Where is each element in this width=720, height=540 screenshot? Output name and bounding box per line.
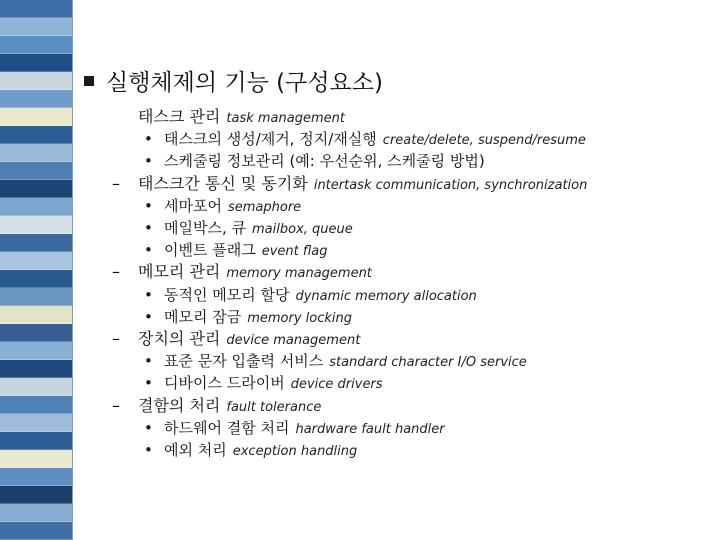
slide-content — [84, 66, 704, 466]
level2-item — [144, 150, 491, 172]
dot-bullet-icon: • — [144, 418, 153, 437]
stripe-block — [0, 450, 72, 468]
stripe-block — [0, 432, 72, 450]
stripe-block — [0, 234, 72, 252]
stripe-block — [0, 342, 72, 360]
level1-item — [112, 106, 345, 128]
item-english-term: mailbox, queue — [252, 222, 353, 237]
level1-item — [112, 261, 372, 283]
stripe-block — [0, 270, 72, 288]
level1-item — [112, 173, 587, 195]
stripe-block — [0, 468, 72, 486]
item-text: 장치의 관리 — [138, 329, 221, 348]
stripe-block — [0, 360, 72, 378]
level2-item — [144, 372, 383, 394]
dot-bullet-icon: • — [144, 196, 153, 215]
item-english-term: semaphore — [227, 199, 302, 215]
dash-marker: – — [112, 262, 120, 282]
stripe-block — [0, 54, 72, 72]
decorative-stripe — [0, 0, 73, 540]
stripe-block — [0, 144, 72, 162]
dot-bullet-icon: • — [144, 152, 153, 171]
item-text: 메모리 관리 — [138, 262, 221, 282]
item-english-term: task management — [226, 111, 345, 126]
stripe-block — [0, 216, 72, 234]
item-text: 결함의 처리 — [138, 395, 221, 415]
level1-item — [112, 328, 360, 350]
item-english-term: create/delete, suspend/resume — [382, 133, 586, 149]
level2-item — [144, 195, 301, 217]
dot-bullet-icon: • — [144, 352, 153, 371]
item-text: 표준 문자 입출력 서비스 — [164, 352, 324, 371]
item-text: 이벤트 플래그 — [164, 241, 256, 260]
item-english-term: device drivers — [290, 377, 383, 393]
dot-bullet-icon: • — [144, 285, 153, 304]
item-text: 태스크간 통신 및 동기화 — [138, 173, 308, 193]
stripe-block — [0, 522, 72, 540]
stripe-block — [0, 198, 72, 216]
stripe-block — [0, 378, 72, 396]
item-english-term: exception handling — [232, 444, 358, 459]
item-text: 태스크 관리 — [138, 107, 221, 126]
dot-bullet-icon: • — [144, 307, 153, 326]
level2-item — [144, 217, 353, 239]
stripe-block — [0, 90, 72, 108]
level2-item — [144, 439, 357, 461]
dot-bullet-icon: • — [144, 241, 153, 260]
item-english-term: standard character I/O service — [329, 355, 527, 371]
stripe-block — [0, 36, 72, 54]
dot-bullet-icon: • — [144, 219, 153, 237]
level2-item — [144, 306, 352, 328]
item-text: 스케줄링 정보관리 (예: 우선순위, 스케줄링 방법) — [164, 152, 485, 171]
stripe-block — [0, 252, 72, 270]
dot-bullet-icon: • — [144, 130, 153, 149]
dot-bullet-icon: • — [144, 441, 153, 459]
item-text: 메모리 잠금 — [164, 307, 242, 326]
dot-bullet-icon: • — [144, 374, 153, 393]
level2-item — [144, 417, 445, 439]
item-text: 동적인 메모리 할당 — [164, 285, 290, 304]
stripe-block — [0, 0, 72, 18]
stripe-block — [0, 108, 72, 126]
item-english-term: memory locking — [247, 310, 353, 326]
item-english-term: memory management — [226, 266, 372, 282]
item-text: 태스크의 생성/제거, 정지/재실행 — [164, 130, 377, 149]
level1-item — [112, 395, 321, 417]
square-bullet-icon — [84, 76, 94, 86]
item-text: 세마포어 — [164, 196, 222, 215]
level2-item — [144, 350, 527, 372]
stripe-block — [0, 162, 72, 180]
item-english-term: device management — [226, 333, 361, 348]
item-english-term: hardware fault handler — [295, 421, 445, 437]
stripe-block — [0, 504, 72, 522]
dash-marker: – — [112, 329, 120, 348]
level2-item — [144, 284, 477, 306]
stripe-block — [0, 180, 72, 198]
stripe-block — [0, 72, 72, 90]
item-english-term: intertask communication, synchronization — [313, 177, 588, 193]
item-english-term: event flag — [261, 244, 328, 260]
slide-title-text: 실행체제의 기능 (구성요소) — [106, 70, 383, 96]
stripe-block — [0, 324, 72, 342]
item-text: 예외 처리 — [164, 441, 227, 459]
stripe-block — [0, 414, 72, 432]
stripe-block — [0, 486, 72, 504]
slide-title — [84, 66, 383, 100]
stripe-block — [0, 396, 72, 414]
stripe-block — [0, 288, 72, 306]
stripe-block — [0, 306, 72, 324]
item-text: 메일박스, 큐 — [164, 219, 246, 237]
level2-item — [144, 239, 328, 261]
item-text: 하드웨어 결함 처리 — [164, 418, 290, 437]
item-text: 디바이스 드라이버 — [164, 374, 285, 393]
level2-item — [144, 128, 586, 150]
item-english-term: fault tolerance — [226, 399, 322, 415]
stripe-block — [0, 126, 72, 144]
stripe-block — [0, 18, 72, 36]
dash-marker: – — [112, 395, 120, 415]
item-english-term: dynamic memory allocation — [295, 288, 477, 304]
dash-marker: – — [112, 173, 120, 193]
